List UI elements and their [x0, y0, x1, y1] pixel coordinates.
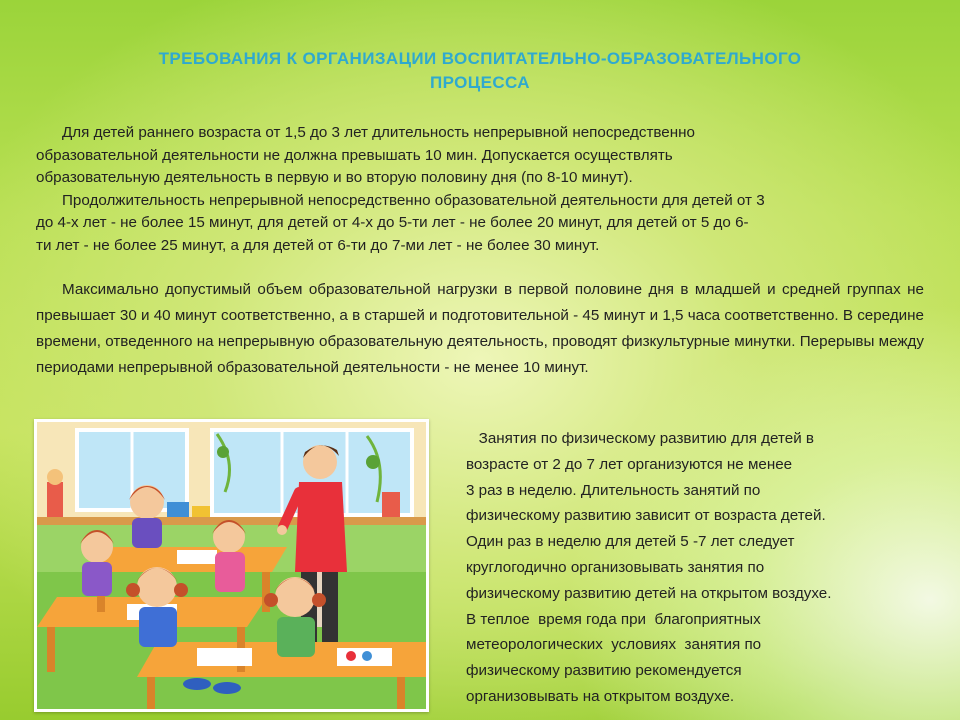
text-line: ти лет - не более 25 минут, а для детей от 6-ти до 7-ми лет - не более 30 минут. — [36, 236, 600, 254]
slide-title — [60, 47, 900, 95]
text-line: образовательной деятельности не должна превышать 10 мин. Допускается осуществлять — [36, 146, 673, 164]
text-line: непрерывной образовательной деятельности - не менее 10 минут. — [118, 359, 589, 376]
text-line: метеорологических условиях занятия по — [466, 636, 762, 654]
duration-requirements-text — [36, 122, 924, 257]
text-line: средней группах не превышает 30 и 40 минут соответственно, а в старшей и подготовительной - 45 — [36, 281, 924, 324]
text-line: физическому развитию зависит от возраста детей. — [466, 507, 826, 525]
text-line: организовывать на открытом воздухе. — [466, 687, 735, 705]
text-line: 3 раз в неделю. Длительность занятий по — [466, 481, 761, 499]
classroom-drawing — [37, 422, 426, 709]
text-line: физическому развитию рекомендуется — [466, 662, 742, 680]
early-age-paragraph — [36, 122, 924, 190]
text-line: круглогодично организовывать занятия по — [466, 558, 765, 576]
text-line: Продолжительность непрерывной непосредственно образовательной деятельности для детей от 3 — [62, 191, 765, 209]
classroom-illustration — [34, 419, 429, 712]
slide-title-line-2: ПРОЦЕССА — [430, 73, 530, 92]
load-limits-text — [36, 277, 924, 381]
text-line: физическому развитию детей на открытом воздухе. — [466, 584, 832, 602]
age-groups-paragraph — [36, 190, 924, 258]
text-line: образовательную деятельность в первую и во вторую половину дня (по 8-10 минут). — [36, 169, 633, 186]
text-line: до 4-х лет - не более 15 минут, для детей от 4-х до 5-ти лет - не более 20 минут, для детей от 5 до 6- — [36, 214, 749, 231]
text-line: минут и 1,5 часа соответственно. В середине времени, отведенного на непрерывную — [36, 307, 924, 350]
text-line: возрасте от 2 до 7 лет организуются не менее — [466, 455, 793, 473]
load-limits-paragraph — [36, 277, 924, 381]
physical-development-text — [466, 426, 926, 710]
text-line: образовательную деятельность, проводят физкультурные минутки. Перерывы между периодами — [36, 333, 924, 376]
text-line: Один раз в неделю для детей 5 -7 лет следует — [466, 533, 795, 551]
text-line: Для детей раннего возраста от 1,5 до 3 лет длительность непрерывной непосредственно — [62, 124, 695, 141]
slide-title-line-1: ТРЕБОВАНИЯ К ОРГАНИЗАЦИИ ВОСПИТАТЕЛЬНО-ОБРАЗОВАТЕЛЬНОГО — [158, 49, 802, 68]
text-line: Максимально допустимый объем образовательной нагрузки в первой половине дня в младшей и — [62, 281, 776, 298]
text-line: В теплое время года при благоприятных — [466, 610, 761, 628]
text-line: Занятия по физическому развитию для детей в — [466, 430, 814, 447]
